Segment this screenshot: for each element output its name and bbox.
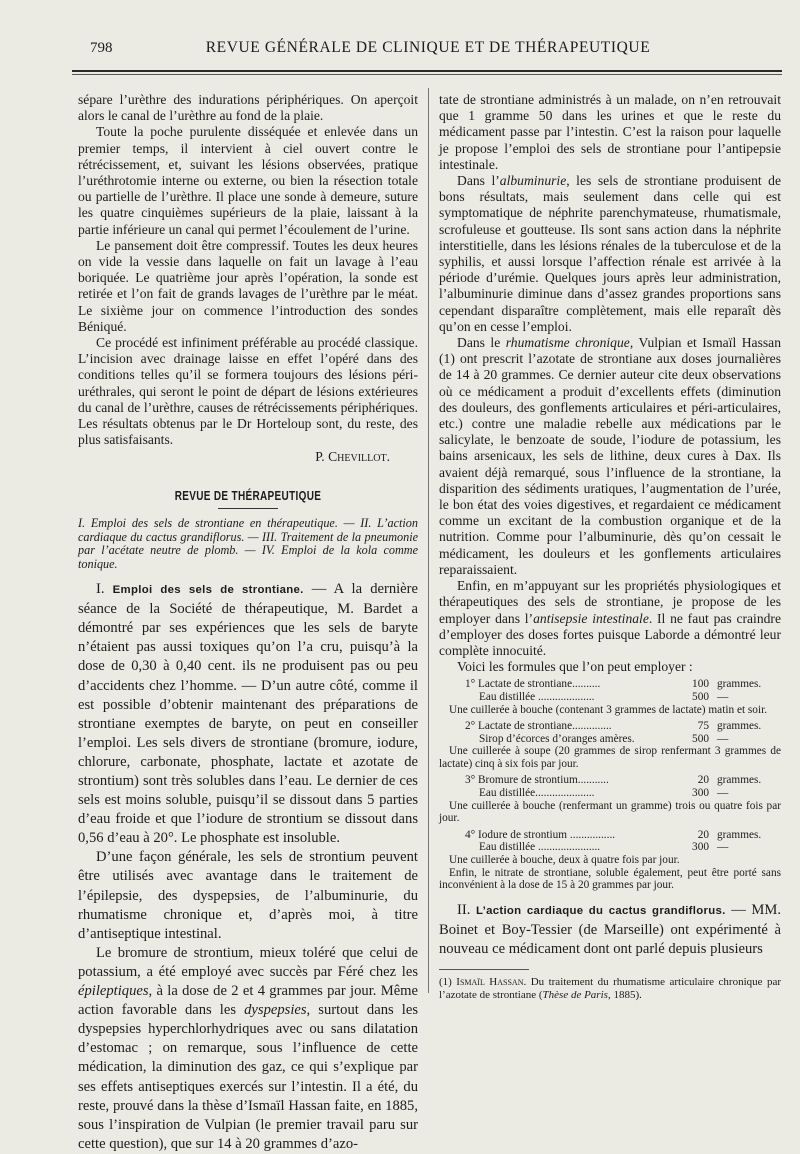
paragraph	[78, 944, 418, 1154]
page-number: 798	[90, 40, 113, 56]
formula-quantity: 300	[692, 841, 709, 854]
paragraph-text: , les sels de strontiane produisent de bons résultats, mais seulement dans celle qui est symptomatique de néphrite parenchymateuse, rhumatismale, scrofuleuse et goutteuse. Ils sont sans action dans la néphrite interstitielle, dans les lésions rénales de la tuberculose et de la syphilis, et aussi lorsque l’affection rénale est arrivée à la période d’urémie. Quelques jours après leur administration, l’albuminurie diminue dans d’assez grandes proportions sans cependant disparaître complètement, mais elle reparaît dès qu’on en cesse l’emploi.	[439, 173, 782, 334]
paragraph: Ce procédé est infiniment préférable au procédé classique. L’incision avec drainage laisse en effet l’opéré dans des conditions telles qu’il se formera toujours des lésions péri-uréthrales, qui seront le point de départ de lésions extérieures du canal de l’urèthre, causes de rétrécissements périphériques. Les résultats obtenus par le Dr Horteloup sont, du reste, des plus satisfaisants.	[78, 335, 418, 448]
footnote-marker: (1)	[439, 976, 457, 989]
emphasis: dyspepsies	[244, 1002, 307, 1019]
formula-note: Une cuillerée à bouche (contenant 3 grammes de lactate) matin et soir.	[449, 703, 768, 716]
paragraph-text: — A la dernière séance de la Société de thérapeutique, M. Bardet a démontré par ses expériences que les sels de baryte n’étaient pas aussi toxiques qu’on l’a cru, puisqu’à la dose de 0,30 à 0,40 cent. ils ne produisent pas ou peu d’accidents chez l’homme. — D’un autre côté, comme il est possible d’obtenir maintenant des préparations de strontiane exemptes de baryte, on peut en conseiller l’emploi. Les sels divers de strontiane (bromure, iodure, chlorure, carbonate, phosphate, lactate et azotate de strontium) sont très solubles dans l’eau. Le dernier de ces sels est moins soluble, puisqu’il se dissout dans 5 parties d’eau froide et que l’iodure de strontium se dissout dans 0,56 d’eau à 20°. Le phosphate est insoluble.	[78, 581, 418, 847]
section-rule	[218, 508, 278, 509]
formula-line	[439, 774, 781, 787]
column-divider	[428, 88, 429, 993]
formula-unit: —	[717, 841, 729, 854]
formula-note: Une cuillerée à soupe (20 grammes de sirop renfermant 3 grammes de lactate) cinq à six fois par jour.	[439, 745, 781, 770]
subsection-number: I.	[96, 581, 105, 598]
paragraph-text: , surtout dans les dyspepsies hyperchlorhydriques avec ou sans dilatation d’estomac ; on remarque, sous l’influence de cette médication, la diminution des gaz, ce qui s’explique par ses effets antiseptiques exercés sur l’intestin. Il a été, du reste, prouvé dans la thèse d’Ismaïl Hassan faite, en 1885, sous l’inspiration de Vulpian (le premier travail paru sur cette question), que sur 14 à 20 grammes d’azo-	[78, 1002, 418, 1152]
formula-ingredient: 1° Lactate de strontiane..........	[465, 678, 601, 691]
formula-note: Une cuillerée à bouche, deux à quatre fois par jour.	[449, 854, 680, 867]
formulas	[439, 678, 781, 892]
formula-quantity: 20	[697, 774, 709, 787]
formula-ingredient: Eau distillée.....................	[479, 787, 595, 800]
formula-quantity: 100	[692, 678, 709, 691]
paragraph-text: . Il ne faut pas craindre d’employer des doses fortes puisque Laborde a démontré leur complète innocuité.	[439, 610, 781, 658]
formula-unit: grammes.	[717, 828, 762, 841]
page-header	[0, 36, 800, 66]
paragraph-text: Le bromure de strontium, mieux toléré que celui de potassium, a été employé avec succès par Féré chez les	[78, 944, 418, 980]
paragraph-text: Enfin, en m’appuyant sur les propriétés physiologiques et thérapeutiques des sels de strontiane, je propose de les employer dans l’	[439, 578, 781, 626]
paragraph	[439, 335, 781, 578]
paragraph: Le pansement doit être compressif. Toutes les deux heures on vide la vessie dans laquelle on fait un lavage à l’eau boriquée. Le quatrième jour après l’opération, la sonde est retirée et l’on fait de grands lavages de l’urèthre par le méat. Le sixième jour on commence l’introduction des sondes Béniqué.	[78, 237, 418, 334]
formula-unit: —	[717, 787, 729, 800]
subsection-title: Emploi des sels de strontiane.	[112, 584, 304, 597]
emphasis: antisepsie intestinale	[533, 610, 649, 626]
paragraph-text: , à la dose de 2 et 4 grammes par jour. Même action favorable dans les	[78, 983, 418, 1019]
formula-ingredient: 4° Iodure de strontium ................	[465, 828, 616, 841]
formula-line	[439, 829, 781, 842]
footnote-rule	[439, 969, 529, 970]
formula-line	[439, 720, 781, 733]
emphasis: rhumatisme chronique	[505, 335, 630, 351]
header-rule-thin	[72, 74, 782, 75]
formula-quantity: 300	[692, 787, 709, 800]
left-column	[78, 92, 418, 1154]
paragraph: tate de strontiane administrés à un malade, on n’en retrouvait que 1 gramme 50 dans les urines et que le reste du médicament passe par l’intestin. C’est la raison pour laquelle je propose l’emploi des sels de strontiane pour l’antipepsie intestinale.	[439, 92, 781, 172]
footnote-author: Ismaïl Hassan	[456, 976, 524, 989]
paragraph-text: Dans le	[457, 335, 506, 351]
paragraph	[439, 578, 781, 659]
formula-quantity: 20	[697, 828, 709, 841]
paragraph: sépare l’urèthre des indurations périphériques. On aperçoit alors le canal de l’urèthre au fond de la plaie.	[78, 92, 418, 124]
footnote-text: , 1885).	[607, 988, 642, 1001]
header-rule	[72, 70, 782, 72]
paragraph	[439, 901, 781, 959]
paragraph	[78, 580, 418, 848]
subsection-title: L’action cardiaque du cactus grandiflorus.	[476, 904, 726, 917]
formula-quantity: 500	[692, 690, 709, 703]
formula-ingredient: 2° Lactate de strontiane..............	[465, 720, 612, 733]
right-column	[439, 92, 781, 1001]
formula-line	[439, 841, 781, 854]
formula-ingredient: Eau distillée ......................	[479, 841, 601, 854]
formula-quantity: 75	[697, 720, 709, 733]
author-signature: P. Chevillot.	[315, 449, 390, 465]
emphasis: albuminurie	[499, 173, 567, 189]
formula-line	[439, 678, 781, 691]
formula-unit: —	[717, 732, 729, 745]
formula-note: Une cuillerée à bouche (renfermant un gramme) trois ou quatre fois par jour.	[439, 799, 781, 825]
formula-closing-note: Enfin, le nitrate de strontiane, soluble également, peut être porté sans inconvénient à la dose de 15 à 20 grammes par jour.	[439, 866, 781, 892]
subsection-number: II.	[457, 901, 471, 918]
paragraph: Voici les formules que l’on peut employer :	[457, 659, 693, 675]
section-summary: I. Emploi des sels de strontiane en thérapeutique. — II. L’action cardiaque du cactus grandiflorus. — III. Traitement de la pneumonie par l’acétate neutre de plomb. — IV. Emploi de la kola comme tonique.	[78, 515, 418, 572]
formula-line	[439, 691, 781, 704]
formula-quantity: 500	[692, 732, 709, 745]
paragraph-text: Dans l’	[457, 173, 500, 189]
formula-line	[439, 733, 781, 746]
footnote-text: . Du traitement du rhumatisme articulaire chronique par l’azotate de strontiane (	[439, 976, 782, 1001]
emphasis: Thèse de Paris	[542, 988, 608, 1001]
formula-unit: grammes.	[717, 774, 762, 787]
formula-unit: grammes.	[717, 720, 762, 733]
running-title: REVUE GÉNÉRALE DE CLINIQUE ET DE THÉRAPEUTIQUE	[205, 39, 651, 56]
formula-ingredient: 3° Bromure de strontium...........	[465, 774, 609, 787]
paragraph	[439, 173, 781, 335]
paragraph: D’une façon générale, les sels de strontium peuvent être utilisés avec avantage dans le traitement de l’épilepsie, des dyspepsies, de l’albuminurie, du rhumatisme chronique et, d’après moi, à titre d’antiseptique intestinal.	[78, 849, 418, 942]
paragraph-text: , Vulpian et Ismaïl Hassan (1) ont prescrit l’azotate de strontiane aux doses journalières de 14 à 20 grammes. Ce dernier auteur cite deux observations où ce médicament a produit d’excellents effets (diminution des douleurs, des gonflements articulaires et péri-articulaires, etc.) contre une maladie rebelle aux médications par le salicylate, le benzoate de soude, l’iodure de potassium, les bains arsenicaux, les sels de lithine, deux cures à Dax. Ils avaient déjà remarqué, sous l’influence de la strontiane, la disparition des sédiments uratiques, l’augmentation de l’urée, le bon état des voies digestives, et regardaient ce médicament comme un excitant de la combustion organique et de la nutrition. Comme pour l’albuminurie, dès qu’on cessait le médicament, les douleurs et les gonflements articulaires reparaissaient.	[439, 335, 781, 577]
emphasis: épileptiques	[78, 983, 149, 1000]
formula-ingredient: Eau distillée ....................	[479, 690, 595, 703]
formula-unit: grammes.	[717, 678, 762, 691]
formula-line	[439, 787, 781, 800]
formula-ingredient: Sirop d’écorces d’oranges amères.	[479, 732, 635, 745]
paragraph: Toute la poche purulente disséquée et enlevée dans un premier temps, il intervient à ciel ouvert contre le rétrécissement, et, suivant les lésions observées, pratique l’uréthrotomie interne ou externe, ou bien la résection totale ou partielle de l’urèthre. Il place une sonde à demeure, suture les quatre cinquièmes supérieurs de la plaie, laissant à la partie inférieure un canal qui permet l’écoulement de l’urine.	[78, 124, 418, 237]
footnote	[439, 976, 781, 1001]
formula-unit: —	[717, 690, 729, 703]
section-title: REVUE DE THÉRAPEUTIQUE	[174, 488, 322, 503]
paragraph-text: — MM. Boinet et Boy-Tessier (de Marseille) ont expérimenté à nouveau ce médicament dont ont parlé depuis plusieurs	[439, 901, 781, 957]
article-body	[78, 580, 418, 1154]
